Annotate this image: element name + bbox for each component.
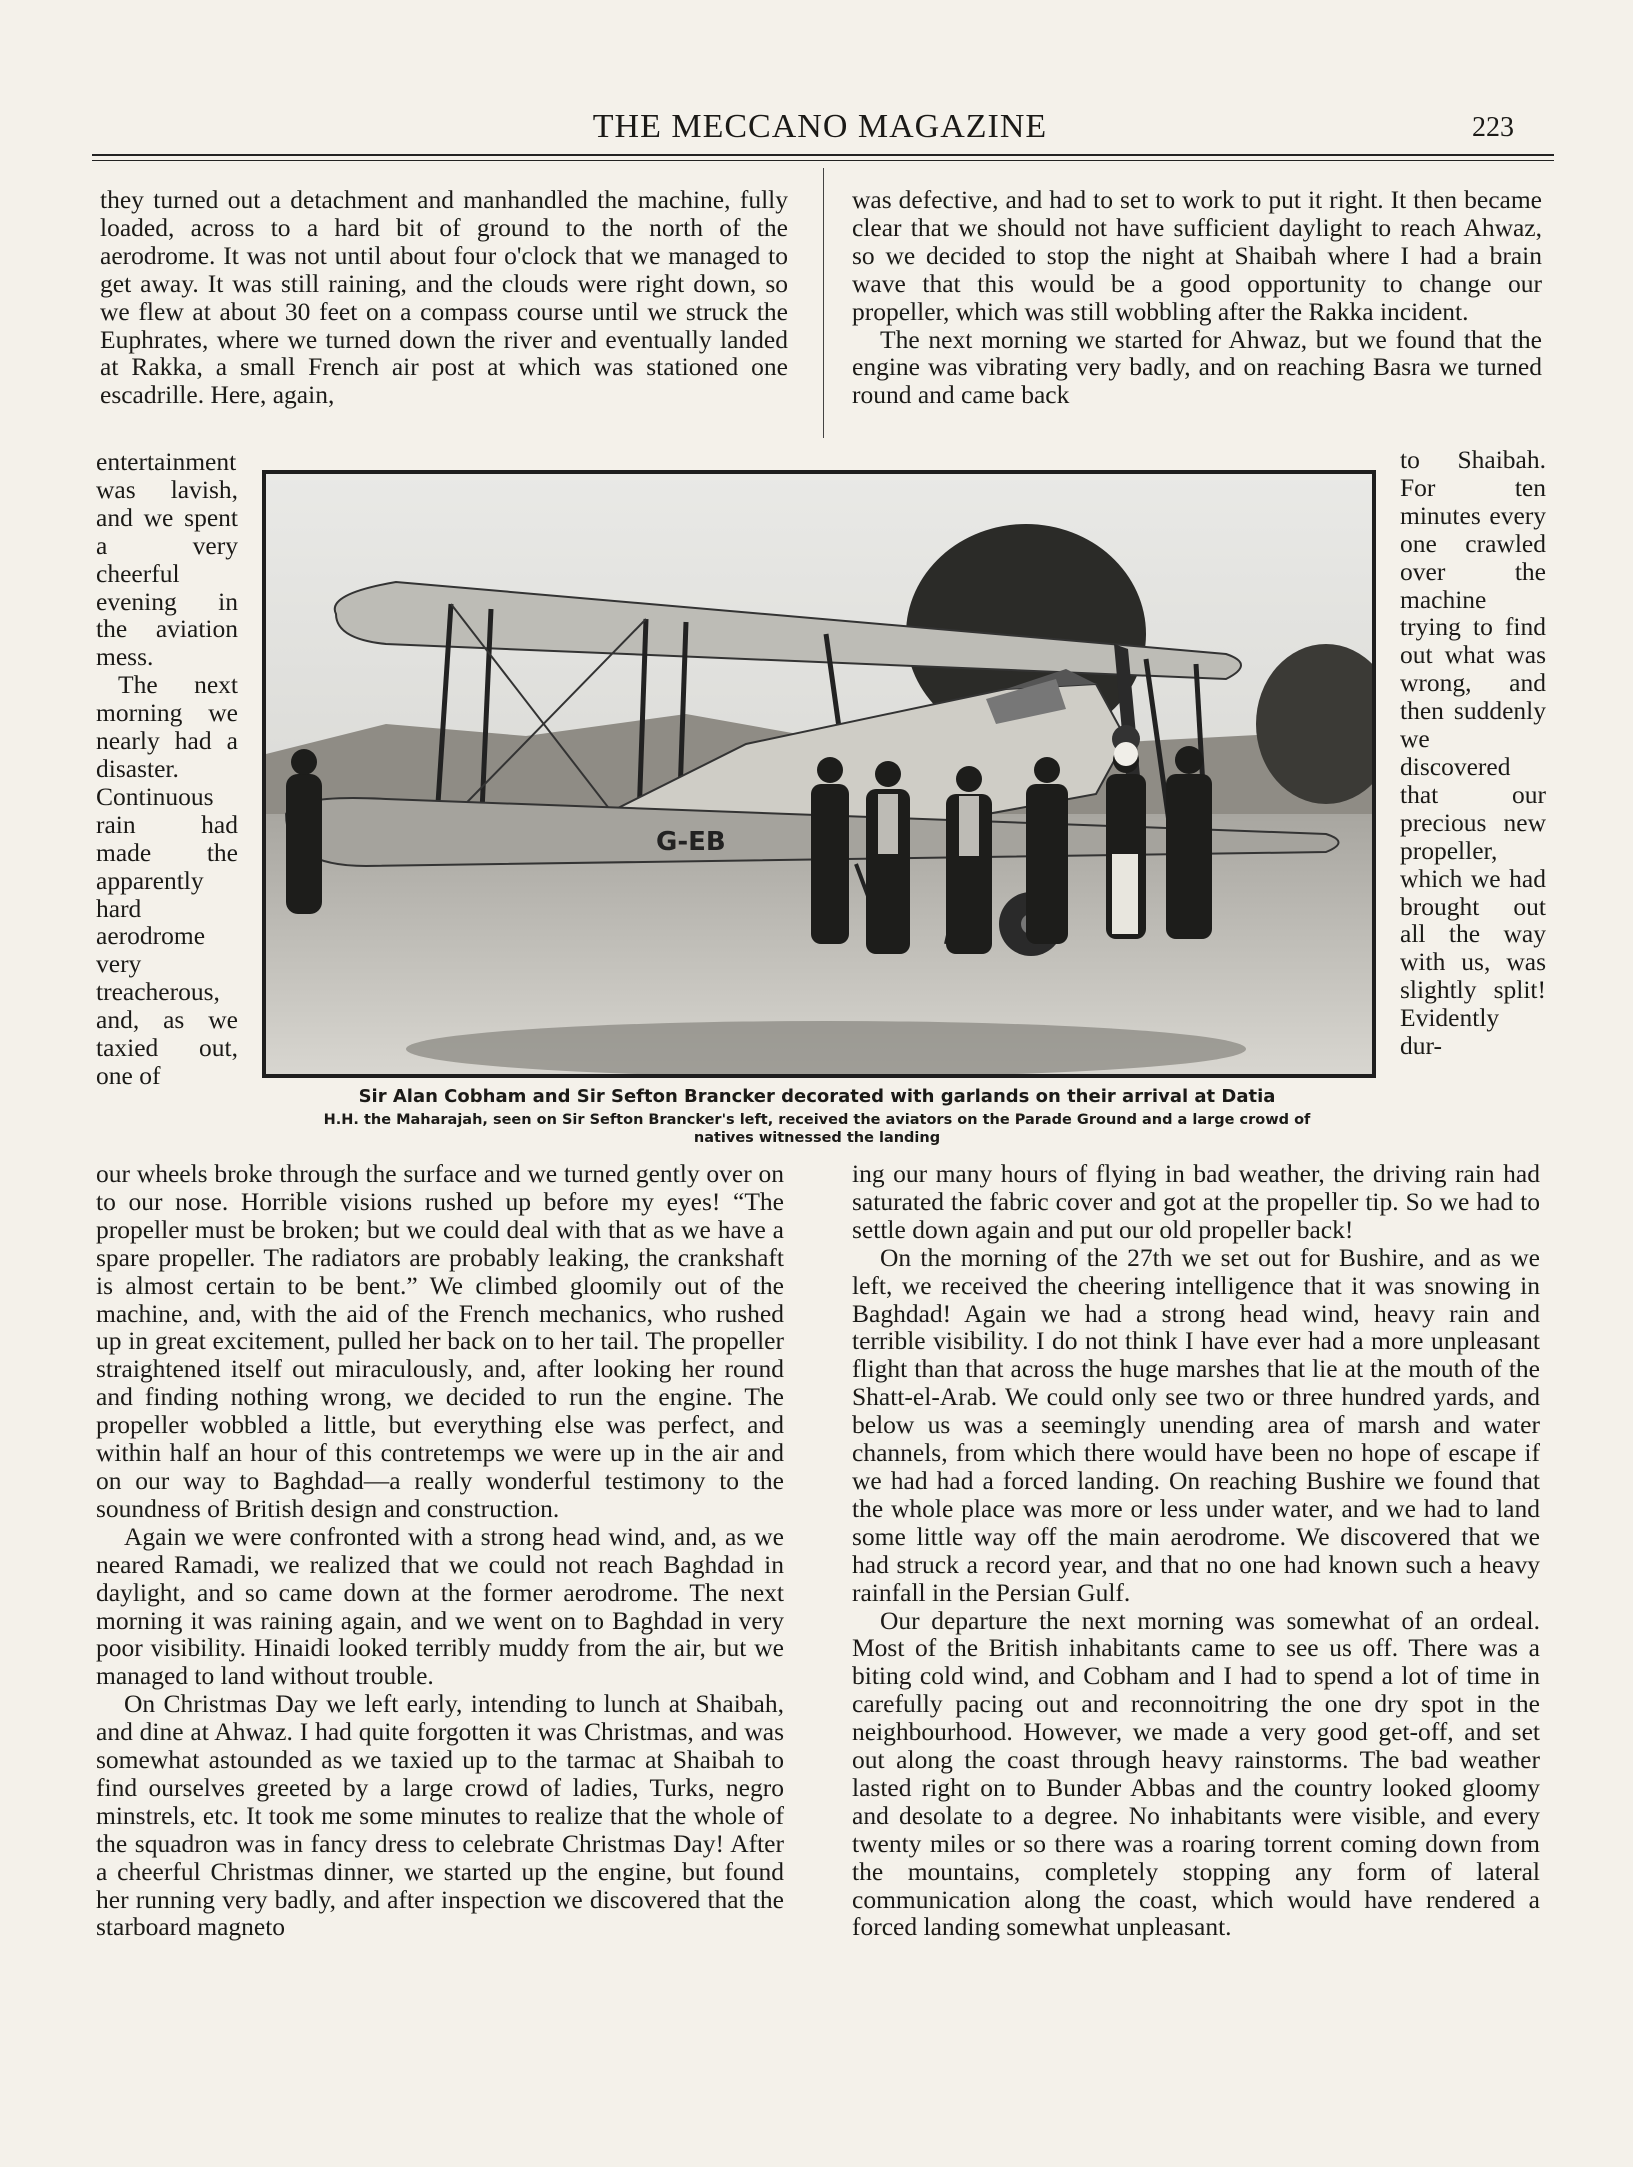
left-wrap-column xyxy=(96,448,238,1090)
caption-text: H.H. the Maharajah, seen on Sir Sefton Brancker's left, received the aviators on the Parade Ground and a large crowd of natives witnessed the landing xyxy=(323,1112,1311,1146)
right-column-bottom xyxy=(852,1160,1540,1941)
header-rule-thin xyxy=(92,160,1554,161)
right-column-top xyxy=(852,186,1542,409)
paragraph: Our departure the next morning was somewhat of an ordeal. Most of the British inhabitants came to see us off. There was a biting cold wind, and Cobham and I had to spend a lot of time in carefully pacing out and reconnoitring the one dry spot in the neighbourhood. However, we made a very good get-off, and set out along the coast through heavy rainstorms. The bad weather lasted right on to Bunder Abbas and the country looked gloomy and desolate to a degree. No inhabitants were visible, and every twenty miles or so there was a roaring torrent coming down from the mountains, completely stopping any form of lateral communication along the coast, which would have rendered a forced landing somewhat unpleasant. xyxy=(852,1605,1540,1942)
header-rule xyxy=(92,154,1554,156)
paragraph: The next morning we started for Ahwaz, but we found that the engine was vibrating very badly, and on reaching Basra we turned round and came back xyxy=(852,324,1542,410)
paragraph: to Shaibah. For ten minutes every one crawled over the machine trying to find out what was wrong, and then suddenly we discovered that our precious new propeller, which we had brought out all the way with us, was slightly split! Evidently dur- xyxy=(1400,445,1546,1061)
photo-caption xyxy=(262,1086,1372,1147)
biplane-photograph xyxy=(262,470,1376,1078)
paragraph: was defective, and had to set to work to put it right. It then became clear that we should not have sufficient daylight to reach Ahwaz, so we decided to stop the night at Shaibah where I had a brain wave that this would be a good opportunity to change our propeller, which was still wobbling after the Rakka incident. xyxy=(852,185,1542,326)
left-column-top xyxy=(100,186,788,409)
paragraph: The next morning we nearly had a disaster. Continuous rain had made the apparently hard aerodrome very treacherous, and, as we taxied out, one of xyxy=(96,670,238,1090)
right-wrap-column xyxy=(1400,446,1546,1060)
paragraph: Again we were confronted with a strong head wind, and, as we neared Ramadi, we realized that we could not reach Baghdad in daylight, and so came down at the former aerodrome. The next morning it was raining again, and we went on to Baghdad in very poor visibility. Hinaidi looked terribly muddy from the air, but we managed to land without trouble. xyxy=(96,1521,784,1691)
paragraph: they turned out a detachment and manhandled the machine, fully loaded, across to a hard bit of ground to the north of the aerodrome. It was not until about four o'clock that we managed to get away. It was still raining, and the clouds were right down, so we flew at about 30 feet on a compass course until we struck the Euphrates, where we turned down the river and eventually landed at Rakka, a small French air post at which was stationed one escadrille. Here, again, xyxy=(100,185,788,410)
magazine-title: THE MECCANO MAGAZINE xyxy=(592,108,1048,145)
page-number: 223 xyxy=(1472,112,1514,143)
paragraph: On the morning of the 27th we set out for Bushire, and as we left, we received the cheering intelligence that it was snowing in Baghdad! Again we had a strong head wind, heavy rain and terrible visibility. I do not think I have ever had a more unpleasant flight than that across the huge marshes that lie at the mouth of the Shatt-el-Arab. We could only see two or three hundred yards, and below us was a seemingly unending area of marsh and water channels, from which there would have been no hope of escape if we had had a forced landing. On reaching Bushire we found that the whole place was more or less under water, and we had to land some little way off the main aerodrome. We discovered that we had struck a record year, and that no one had known such a heavy rainfall in the Persian Gulf. xyxy=(852,1242,1540,1607)
paragraph: On Christmas Day we left early, intending to lunch at Shaibah, and dine at Ahwaz. I had quite forgotten it was Christmas, and was somewhat astounded as we taxied up to the tarmac at Shaibah to find ourselves greeted by a large crowd of ladies, Turks, negro minstrels, etc. It took me some minutes to realize that the whole of the squadron was in fancy dress to celebrate Christmas Day! After a cheerful Christmas dinner, we started up the engine, but found her running very badly, and after inspection we discovered that the starboard magneto xyxy=(96,1689,784,1942)
svg-text:G-EB: G-EB xyxy=(656,827,726,857)
paragraph: our wheels broke through the surface and we turned gently over on to our nose. Horrible visions rushed up before my eyes! “The propeller must be broken; but we could deal with that as we have a spare propeller. The radiators are probably leaking, the crankshaft is almost certain to be bent.” We climbed gloomily out of the machine, and, with the aid of the French mechanics, who rushed up in great excitement, pulled her back on to her tail. The propeller straightened itself out miraculously, and, after looking her round and finding nothing wrong, we decided to run the engine. The propeller wobbled a little, but everything else was perfect, and within half an hour of this contretemps we were up in the air and on our way to Baghdad—a really wonderful testimony to the soundness of British design and construction. xyxy=(96,1159,784,1523)
paragraph: entertainment was lavish, and we spent a very cheerful evening in the aviation mess. xyxy=(96,447,238,672)
left-column-bottom xyxy=(96,1160,784,1941)
paragraph: ing our many hours of flying in bad weather, the driving rain had saturated the fabric cover and got at the propeller tip. So we had to settle down again and put our old propeller back! xyxy=(852,1159,1540,1244)
caption-title: Sir Alan Cobham and Sir Sefton Brancker decorated with garlands on their arrival at Datia xyxy=(358,1086,1276,1107)
column-divider xyxy=(823,168,824,438)
